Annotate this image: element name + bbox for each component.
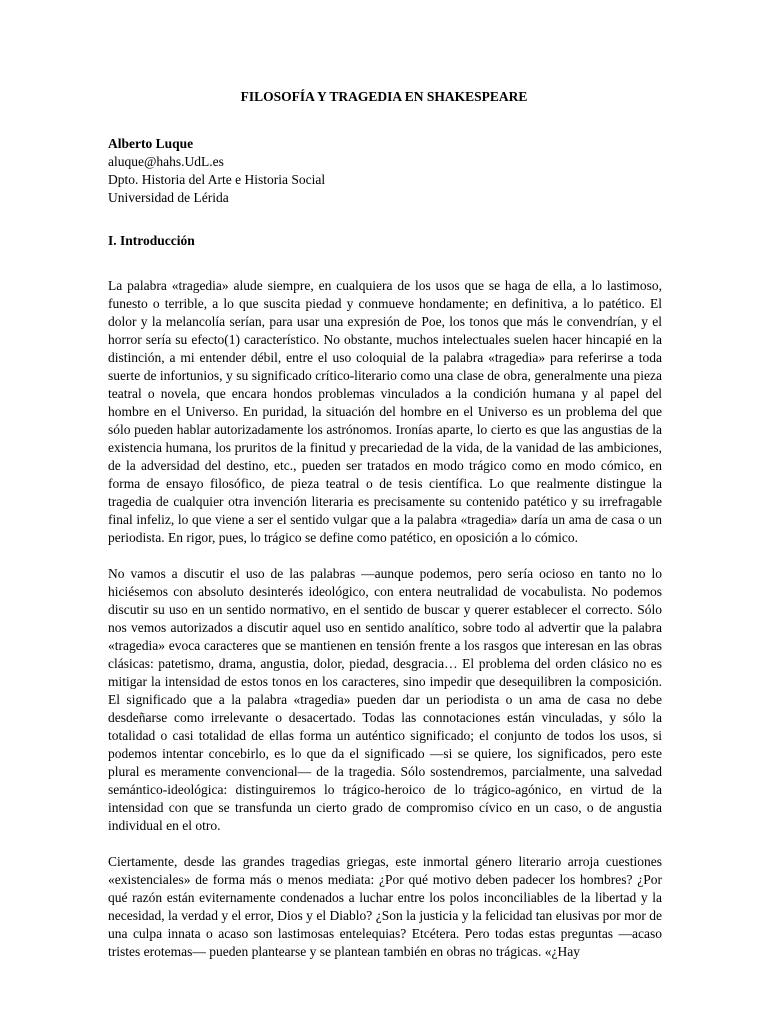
document-title: FILOSOFÍA Y TRAGEDIA EN SHAKESPEARE bbox=[240, 89, 528, 104]
paragraph-2: No vamos a discutir el uso de las palabras —aunque podemos, pero sería ocioso en tanto no lo hiciésemos con absoluto desinterés ideológico, con entera neutralidad de vocabulista. No podemos discutir su uso en un sentido normativo, en el sentido de buscar y querer establecer el correcto. Sólo nos vemos autorizados a discutir aquel uso en sentido analítico, sobre todo al advertir que la palabra «tragedia» evoca caracteres que se mantienen en tensión frente a los rasgos que interesan en las obras clásicas: patetismo, drama, angustia, dolor, piedad, desgracia… El problema del orden clásico no es mitigar la intensidad de estos tonos en los caracteres, sino impedir que desequilibren la composición. El significado que a la palabra «tragedia» pueden dar un periodista o un ama de casa no debe desdeñarse como irrelevante o desacertado. Todas las connotaciones están vinculadas, y sólo la totalidad o casi totalidad de ellas forma un auténtico significado; el conjunto de todos los usos, si podemos intentar concebirlo, es lo que da el significado —si se quiere, los significados, pero este plural es meramente convencional— de la tragedia. Sólo sostendremos, parcialmente, una salvedad semántico-ideológica: distinguiremos lo trágico-heroico de lo trágico-agónico, en virtud de la intensidad con que se transfunda un cierto grado de compromiso cívico en un caso, o de angustia individual en el otro. bbox=[108, 566, 662, 833]
author-block bbox=[108, 135, 668, 207]
author-email: aluque@hahs.UdL.es bbox=[108, 154, 224, 169]
author-university: Universidad de Lérida bbox=[108, 190, 229, 205]
body-text bbox=[108, 277, 662, 961]
paragraph-1: La palabra «tragedia» alude siempre, en cualquiera de los usos que se haga de ella, a lo lastimoso, funesto o terrible, a lo que suscita piedad y conmueve hondamente; en definitiva, a lo patético. El dolor y la melancolía serían, para usar una expresión de Poe, los tonos que más le convendrían, y el horror sería su efecto(1) característico. No obstante, muchos intelectuales suelen hacer hincapié en la distinción, a mi entender débil, entre el uso coloquial de la palabra «tragedia» para referirse a toda suerte de infortunios, y su significado crítico-literario como una clase de obra, generalmente una pieza teatral o novela, que encara hondos problemas vinculados a la condición humana y al papel del hombre en el Universo. En puridad, la situación del hombre en el Universo es un problema del que sólo pueden hablar autorizadamente los astrónomos. Ironías aparte, lo cierto es que las angustias de la existencia humana, los pruritos de la finitud y precariedad de la vida, de la vanidad de las ambiciones, de la adversidad del destino, etc., pueden ser tratados en modo trágico como en modo cómico, en forma de ensayo filosófico, de pieza teatral o de tesis científica. Lo que realmente distingue la tragedia de cualquier otra invención literaria es precisamente su contenido patético y su irrefragable final infeliz, lo que viene a ser el sentido vulgar que a la palabra «tragedia» daría un ama de casa o un periodista. En rigor, pues, lo trágico se define como patético, en oposición a lo cómico. bbox=[108, 278, 662, 545]
section-heading: I. Introducción bbox=[108, 233, 195, 248]
paragraph-3: Ciertamente, desde las grandes tragedias griegas, este inmortal género literario arroja cuestiones «existenciales» de forma más o menos mediata: ¿Por qué motivo deben padecer los hombres? ¿Por qué razón están eviternamente condenados a luchar entre los polos inconciliables de la libertad y la necesidad, la verdad y el error, Dios y el Diablo? ¿Son la justicia y la felicidad tan elusivas por mor de una culpa innata o acaso son lastimosas entelequias? Etcétera. Pero todas estas preguntas —acaso tristes erotemas— pueden plantearse y se plantean también en obras no trágicas. «¿Hay bbox=[108, 854, 662, 959]
author-department: Dpto. Historia del Arte e Historia Social bbox=[108, 172, 326, 187]
author-name: Alberto Luque bbox=[108, 136, 194, 151]
